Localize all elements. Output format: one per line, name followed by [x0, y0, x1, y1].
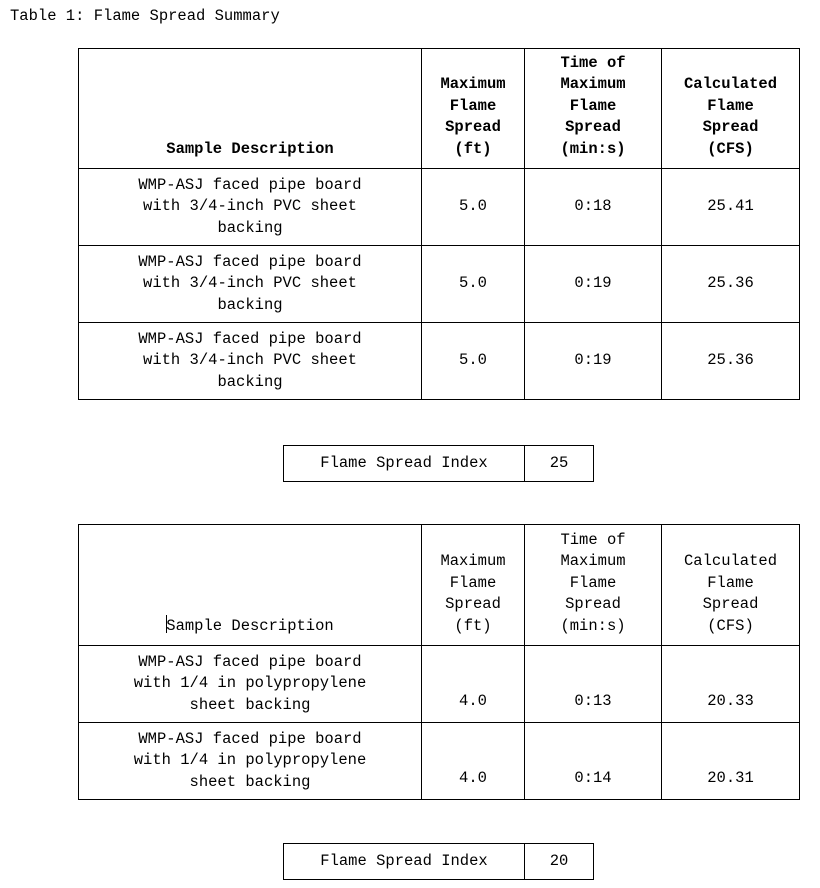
- cfs-cell: 25.41: [662, 169, 800, 246]
- header-calculated-flame-spread: Calculated Flame Spread (CFS): [662, 49, 800, 169]
- flame-spread-index-box-1: [283, 445, 594, 482]
- sample-description-cell: WMP-ASJ faced pipe board with 1/4 in polypropylene sheet backing: [79, 646, 422, 723]
- time-cell: 0:19: [525, 246, 662, 323]
- flame-spread-index-value: 25: [525, 446, 594, 482]
- time-cell: 0:14: [525, 723, 662, 800]
- header-sample-description: Sample Description: [79, 49, 422, 169]
- header-maximum-flame-spread: Maximum Flame Spread (ft): [422, 525, 525, 646]
- flame-spread-index-label: Flame Spread Index: [284, 844, 525, 880]
- table-header-row: [79, 49, 800, 169]
- time-cell: 0:18: [525, 169, 662, 246]
- cfs-cell: 20.33: [662, 646, 800, 723]
- max-spread-cell: 4.0: [422, 646, 525, 723]
- cfs-cell: 25.36: [662, 323, 800, 400]
- flame-spread-index-value: 20: [525, 844, 594, 880]
- sample-description-cell: WMP-ASJ faced pipe board with 3/4-inch PVC sheet backing: [79, 323, 422, 400]
- sample-description-cell: WMP-ASJ faced pipe board with 1/4 in polypropylene sheet backing: [79, 723, 422, 800]
- time-cell: 0:19: [525, 323, 662, 400]
- time-cell: 0:13: [525, 646, 662, 723]
- header-calculated-flame-spread: Calculated Flame Spread (CFS): [662, 525, 800, 646]
- table-row: [79, 323, 800, 400]
- max-spread-cell: 5.0: [422, 323, 525, 400]
- header-maximum-flame-spread: Maximum Flame Spread (ft): [422, 49, 525, 169]
- sample-description-cell: WMP-ASJ faced pipe board with 3/4-inch PVC sheet backing: [79, 246, 422, 323]
- flame-spread-index-box-2: [283, 843, 594, 880]
- max-spread-cell: 4.0: [422, 723, 525, 800]
- table-row: [79, 169, 800, 246]
- table-row: [79, 246, 800, 323]
- flame-spread-index-label: Flame Spread Index: [284, 446, 525, 482]
- header-time-of-maximum: Time of Maximum Flame Spread (min:s): [525, 49, 662, 169]
- cfs-cell: 25.36: [662, 246, 800, 323]
- header-time-of-maximum: Time of Maximum Flame Spread (min:s): [525, 525, 662, 646]
- table-header-row: [79, 525, 800, 646]
- flame-spread-table-2: [78, 524, 800, 800]
- flame-spread-table-1: [78, 48, 800, 400]
- header-sample-description: Sample Description: [79, 525, 422, 646]
- max-spread-cell: 5.0: [422, 246, 525, 323]
- table-row: [79, 723, 800, 800]
- sample-description-cell: WMP-ASJ faced pipe board with 3/4-inch PVC sheet backing: [79, 169, 422, 246]
- cfs-cell: 20.31: [662, 723, 800, 800]
- max-spread-cell: 5.0: [422, 169, 525, 246]
- table-caption: Table 1: Flame Spread Summary: [10, 7, 280, 25]
- table-row: [79, 646, 800, 723]
